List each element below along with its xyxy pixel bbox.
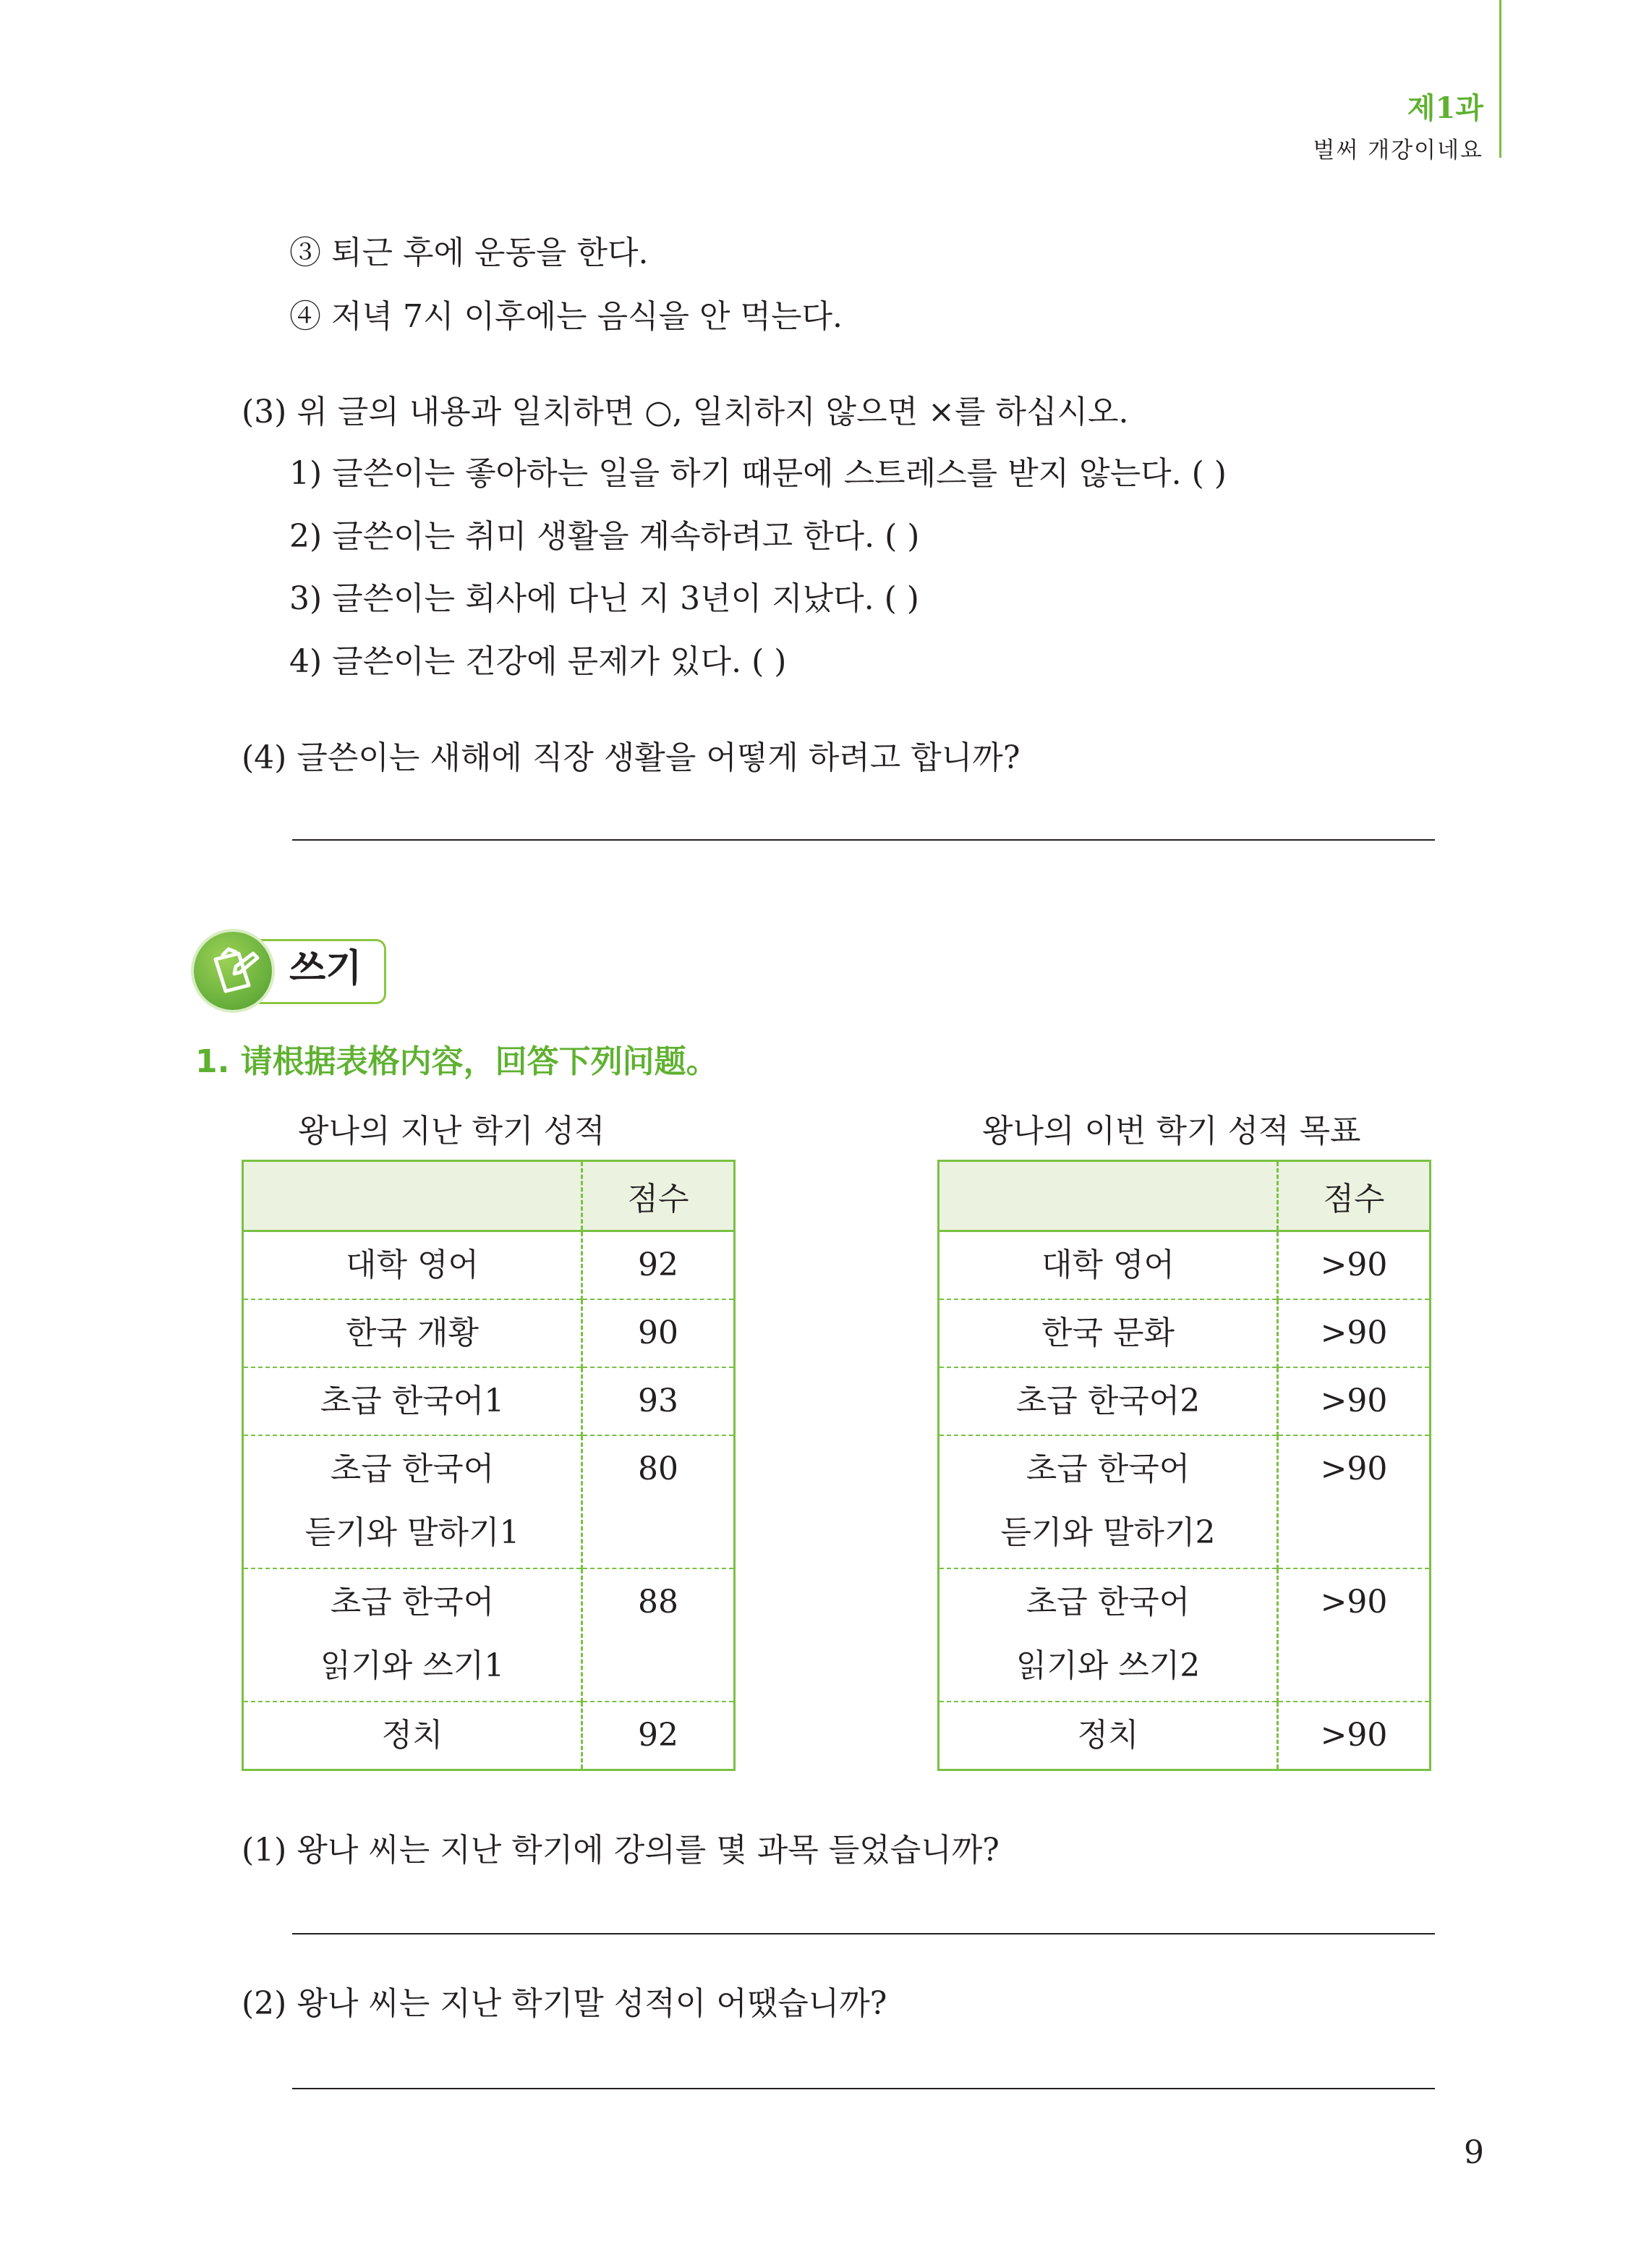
question-3-item-3: 3) 글쓴이는 회사에 다닌 지 3년이 지났다. ( ) [289, 580, 919, 617]
subject-cell [243, 1435, 582, 1568]
subject-line: 초급 한국어 [1026, 1451, 1190, 1487]
subject-cell: 한국 개황 [243, 1299, 582, 1367]
table-goal-caption: 왕나의 이번 학기 성적 목표 [982, 1113, 1361, 1150]
clipboard-pencil-icon [194, 932, 272, 1010]
subject-cell [939, 1568, 1278, 1702]
subject-line: 초급 한국어 [330, 1584, 495, 1621]
score-cell: 92 [582, 1231, 735, 1300]
table-goal-semester [937, 1160, 1431, 1771]
subject-line: 듣기와 말하기1 [304, 1514, 520, 1551]
header-cell-score: 점수 [582, 1161, 735, 1231]
subject-cell: 초급 한국어2 [939, 1367, 1278, 1435]
section-title: 쓰기 [289, 947, 362, 990]
subject-cell: 초급 한국어1 [243, 1367, 582, 1435]
question-1: (1) 왕나 씨는 지난 학기에 강의를 몇 과목 들었습니까? [242, 1832, 1000, 1869]
table-row [939, 1568, 1431, 1702]
option-4: ④ 저녁 7시 이후에는 음식을 안 먹는다. [289, 298, 843, 335]
score-cell: >90 [1278, 1568, 1431, 1702]
option-3: ③ 퇴근 후에 운동을 한다. [289, 234, 649, 271]
question-2: (2) 왕나 씨는 지난 학기말 성적이 어땠습니까? [242, 1985, 887, 2022]
header-cell-empty [243, 1161, 582, 1231]
score-cell: >90 [1278, 1231, 1431, 1300]
score-cell: >90 [1278, 1367, 1431, 1435]
question-4-prompt: (4) 글쓴이는 새해에 직장 생활을 어떻게 하려고 합니까? [242, 739, 1020, 776]
subject-line: 읽기와 쓰기1 [320, 1647, 505, 1684]
subject-cell: 정치 [939, 1702, 1278, 1770]
table-row [243, 1299, 735, 1367]
subject-cell: 정치 [243, 1702, 582, 1770]
table-row [243, 1435, 735, 1568]
table-last-semester [242, 1160, 736, 1771]
table-row [939, 1435, 1431, 1568]
score-cell: >90 [1278, 1702, 1431, 1770]
table-row [243, 1568, 735, 1702]
subject-line: 듣기와 말하기2 [1000, 1514, 1216, 1551]
subject-cell [243, 1568, 582, 1702]
subject-cell [939, 1435, 1278, 1568]
lesson-title: 벌써 개강이네요 [1313, 137, 1483, 163]
score-cell: 92 [582, 1702, 735, 1770]
subject-cell: 대학 영어 [939, 1231, 1278, 1300]
score-cell: >90 [1278, 1299, 1431, 1367]
header-cell-score: 점수 [1278, 1161, 1431, 1231]
subject-line: 읽기와 쓰기2 [1015, 1647, 1201, 1684]
subject-line: 초급 한국어 [330, 1451, 495, 1487]
table-row [939, 1367, 1431, 1435]
table-row [939, 1231, 1431, 1300]
question-3-prompt: (3) 위 글의 내용과 일치하면 ○, 일치하지 않으면 ×를 하십시오. [242, 394, 1129, 430]
score-cell: 88 [582, 1568, 735, 1702]
lesson-number: 제1과 [1407, 91, 1483, 125]
answer-line-q2[interactable] [292, 2088, 1435, 2089]
subject-cell: 대학 영어 [243, 1231, 582, 1300]
table-row [243, 1702, 735, 1770]
subject-line: 초급 한국어 [1026, 1584, 1190, 1621]
header-divider [1499, 0, 1501, 158]
page-number: 9 [1464, 2134, 1484, 2171]
table-last-caption: 왕나의 지난 학기 성적 [298, 1113, 605, 1150]
table-row [243, 1231, 735, 1300]
score-cell: >90 [1278, 1435, 1431, 1568]
score-cell: 80 [582, 1435, 735, 1568]
question-3-item-4: 4) 글쓴이는 건강에 문제가 있다. ( ) [289, 643, 787, 680]
answer-line-q1[interactable] [292, 1933, 1435, 1934]
score-cell: 90 [582, 1299, 735, 1367]
question-3-item-2: 2) 글쓴이는 취미 생활을 계속하려고 한다. ( ) [289, 518, 920, 555]
table-row [939, 1702, 1431, 1770]
table-row [939, 1299, 1431, 1367]
task-instruction: 1. 请根据表格内容，回答下列问题。 [195, 1043, 718, 1080]
score-cell: 93 [582, 1367, 735, 1435]
table-row [243, 1367, 735, 1435]
question-3-item-1: 1) 글쓴이는 좋아하는 일을 하기 때문에 스트레스를 받지 않는다. ( ) [289, 455, 1227, 492]
subject-cell: 한국 문화 [939, 1299, 1278, 1367]
header-cell-empty [939, 1161, 1278, 1231]
answer-line-q4[interactable] [292, 839, 1435, 841]
